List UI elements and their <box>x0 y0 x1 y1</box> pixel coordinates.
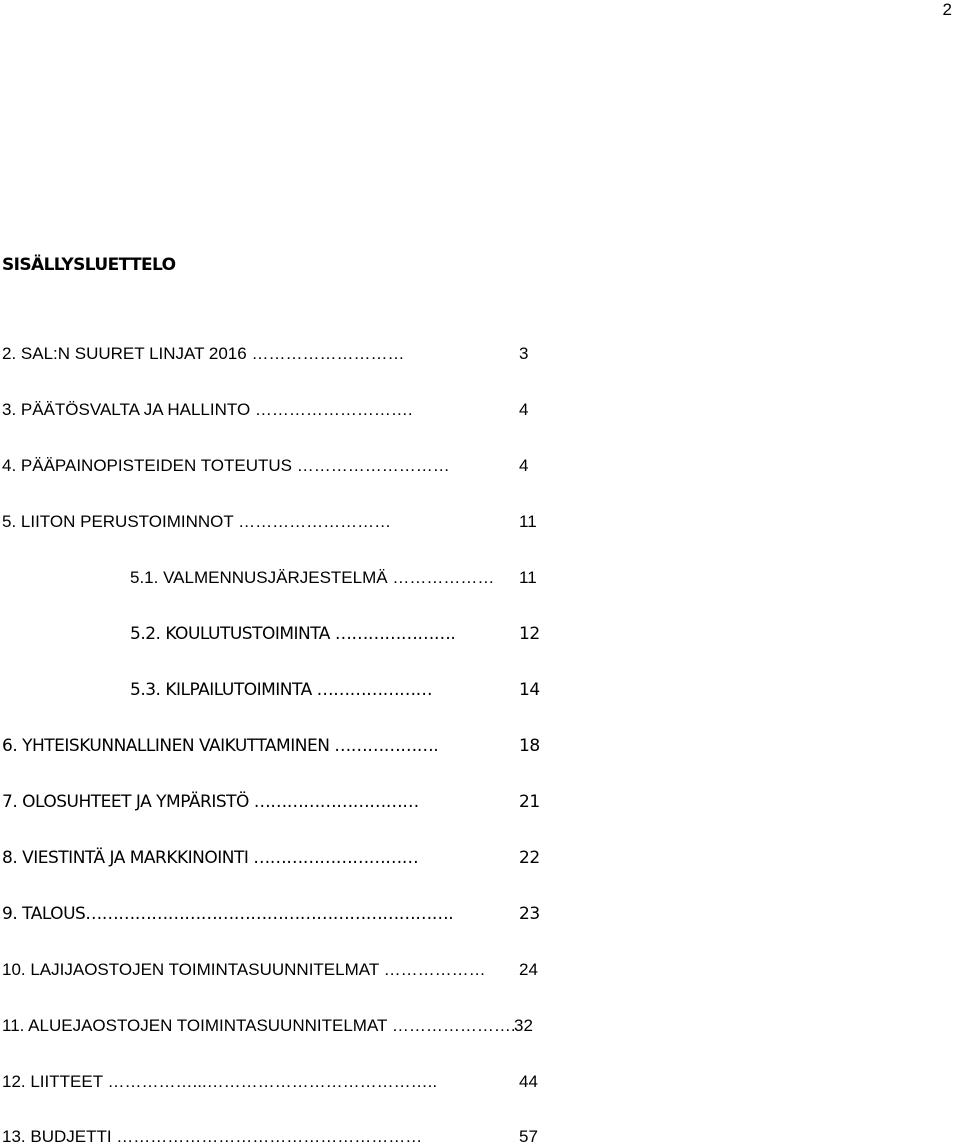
toc-entry-5-3[interactable] <box>130 680 540 700</box>
toc-entry-label: 5. LIITON PERUSTOIMINNOT ……………………… <box>2 512 392 531</box>
toc-entry-label: 7. OLOSUHTEET JA YMPÄRISTÖ ………………………… <box>2 792 419 812</box>
toc-entry-page: 14 <box>519 680 540 700</box>
toc-entry-page: 21 <box>519 792 540 812</box>
toc-entry-label: 3. PÄÄTÖSVALTA JA HALLINTO ………………………. <box>2 400 413 419</box>
toc-entry-13[interactable] <box>2 1127 538 1147</box>
toc-entry-2[interactable] <box>2 344 529 364</box>
toc-entry-label: 9. TALOUS…………………………………………………………. <box>2 904 454 924</box>
toc-entry-7[interactable] <box>2 792 540 812</box>
toc-entry-label: 5.2. KOULUTUSTOIMINTA …………………. <box>130 624 456 644</box>
toc-entry-12[interactable] <box>2 1072 538 1092</box>
toc-entry-5[interactable] <box>2 512 537 532</box>
page-number: 2 <box>942 0 952 19</box>
toc-entry-label: 6. YHTEISKUNNALLINEN VAIKUTTAMINEN ………………. <box>2 736 439 756</box>
toc-title: SISÄLLYSLUETTELO <box>2 255 176 275</box>
toc-entry-page: 4 <box>519 456 529 475</box>
toc-entry-10[interactable] <box>2 960 538 980</box>
toc-entry-page: 18 <box>519 736 540 756</box>
toc-entry-label: 11. ALUEJAOSTOJEN TOIMINTASUUNNITELMAT …………………. <box>2 1016 516 1035</box>
toc-entry-label: 4. PÄÄPAINOPISTEIDEN TOTEUTUS ……………………… <box>2 456 450 475</box>
toc-entry-label: 5.3. KILPAILUTOIMINTA ………………… <box>130 680 433 700</box>
toc-entry-page: 11 <box>519 568 537 587</box>
toc-entry-label: 5.1. VALMENNUSJÄRJESTELMÄ ……………… <box>130 568 495 587</box>
toc-entry-page: 32 <box>514 1016 533 1035</box>
toc-entry-page: 11 <box>519 512 537 531</box>
toc-entry-page: 22 <box>519 848 540 868</box>
toc-entry-11[interactable] <box>2 1016 533 1036</box>
toc-entry-page: 23 <box>519 904 540 924</box>
toc-entry-4[interactable] <box>2 456 529 476</box>
toc-entry-page: 3 <box>519 344 529 363</box>
toc-entry-page: 57 <box>519 1127 538 1146</box>
toc-entry-label: 2. SAL:N SUURET LINJAT 2016 ……………………… <box>2 344 405 363</box>
toc-entry-5-2[interactable] <box>130 624 540 644</box>
toc-entry-label: 8. VIESTINTÄ JA MARKKINOINTI ………………………… <box>2 848 419 868</box>
toc-entry-9[interactable] <box>2 904 540 924</box>
toc-entry-page: 44 <box>519 1072 538 1091</box>
toc-entry-page: 4 <box>519 400 529 419</box>
toc-entry-page: 12 <box>519 624 540 644</box>
toc-entry-label: 10. LAJIJAOSTOJEN TOIMINTASUUNNITELMAT ……………… <box>2 960 486 979</box>
toc-entry-5-1[interactable] <box>130 568 537 588</box>
toc-entry-6[interactable] <box>2 736 540 756</box>
toc-entry-8[interactable] <box>2 848 540 868</box>
toc-entry-label: 12. LIITTEET ……………...………………………………….. <box>2 1072 438 1091</box>
toc-entry-page: 24 <box>519 960 538 979</box>
toc-entry-label: 13. BUDJETTI ……………………………………………… <box>2 1127 423 1146</box>
toc-entry-3[interactable] <box>2 400 529 420</box>
